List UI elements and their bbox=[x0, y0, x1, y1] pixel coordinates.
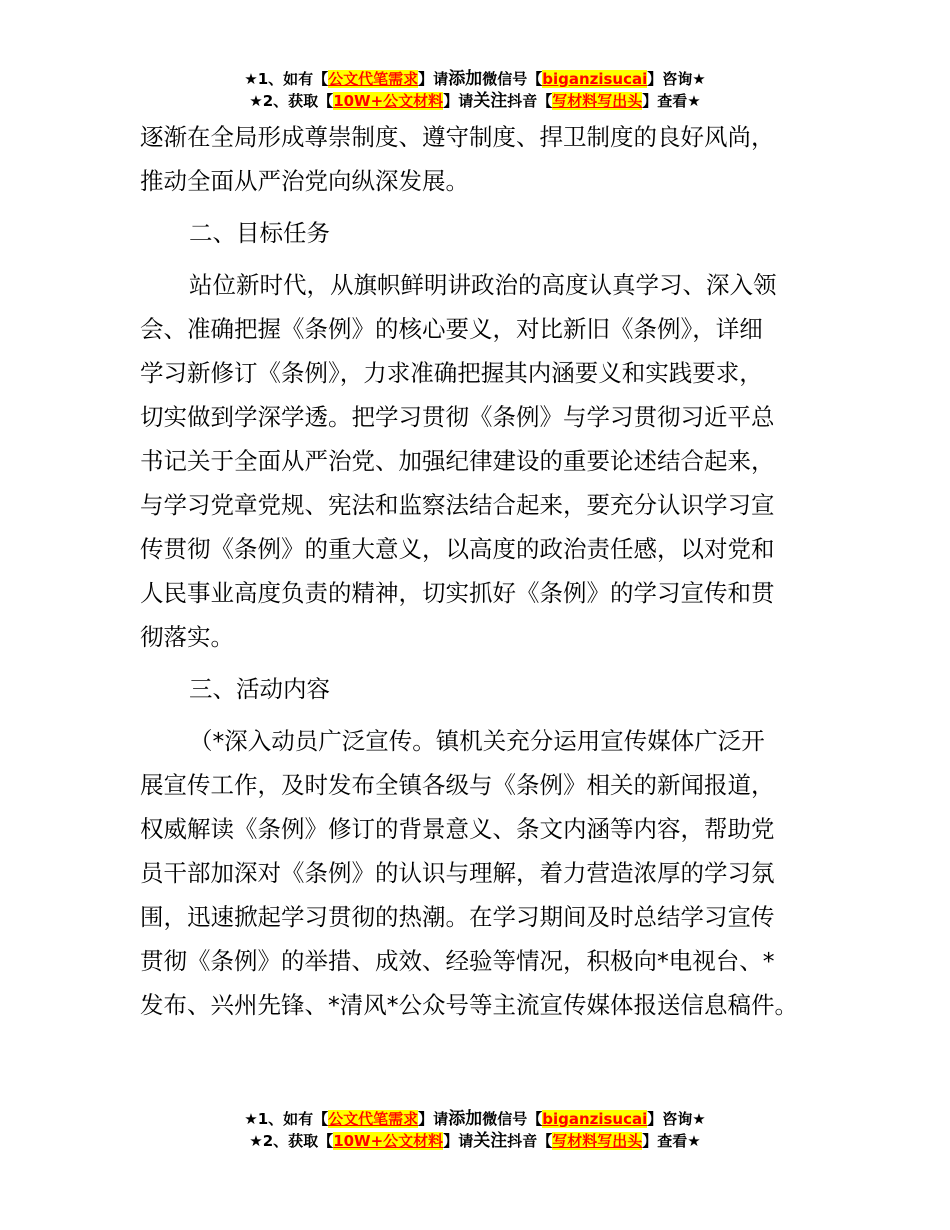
text-line: 发布、兴州先锋、*清风*公众号等主流宣传媒体报送信息稿件。 bbox=[140, 991, 798, 1019]
banner-text: 】查看★ bbox=[642, 92, 701, 110]
banner-line-1 bbox=[0, 68, 950, 90]
text-line: 切实做到学深学透。把学习贯彻《条例》与学习贯彻习近平总 bbox=[140, 403, 775, 431]
banner-text: ★1、如有【 bbox=[244, 70, 329, 88]
text-line: 学习新修订《条例》，力求准确把握其内涵要义和实践要求， bbox=[140, 359, 763, 387]
banner-text: 】请 bbox=[418, 70, 449, 88]
paragraph-activities bbox=[140, 719, 820, 1027]
text-line: 逐渐在全局形成尊崇制度、遵守制度、捍卫制度的良好风尚， bbox=[140, 123, 775, 151]
header-banner bbox=[0, 68, 950, 112]
banner-emphasis: 添加 bbox=[448, 1109, 483, 1129]
section-heading-2 bbox=[140, 211, 820, 255]
banner-highlight: 10W+公文材料 bbox=[333, 1132, 444, 1150]
text-line: 推动全面从严治党向纵深发展。 bbox=[140, 167, 469, 195]
banner-text: 】请 bbox=[443, 1132, 474, 1150]
banner-highlight: 10W+公文材料 bbox=[333, 92, 444, 110]
paragraph-goals bbox=[140, 263, 820, 659]
text-line: 权威解读《条例》修订的背景意义、条文内涵等内容，帮助党 bbox=[140, 815, 775, 843]
text-line: 围，迅速掀起学习贯彻的热潮。在学习期间及时总结学习宣传 bbox=[140, 903, 775, 931]
text-line: 展宣传工作，及时发布全镇各级与《条例》相关的新闻报道， bbox=[140, 771, 775, 799]
banner-text: 】咨询★ bbox=[647, 1110, 706, 1128]
banner-text: 】请 bbox=[418, 1110, 449, 1128]
banner-emphasis: 添加 bbox=[448, 69, 483, 89]
banner-line-2 bbox=[0, 1130, 950, 1152]
text-line: 与学习党章党规、宪法和监察法结合起来，要充分认识学习宣 bbox=[140, 491, 775, 519]
banner-text: ★2、获取【 bbox=[249, 92, 334, 110]
banner-text: ★1、如有【 bbox=[244, 1110, 329, 1128]
banner-highlight: 公文代笔需求 bbox=[328, 70, 419, 88]
text-line: 人民事业高度负责的精神，切实抓好《条例》的学习宣传和贯 bbox=[140, 579, 775, 607]
text-line: 会、准确把握《条例》的核心要义，对比新旧《条例》，详细 bbox=[140, 315, 763, 343]
banner-text: 】请 bbox=[443, 92, 474, 110]
footer-banner bbox=[0, 1108, 950, 1152]
banner-text: 】咨询★ bbox=[647, 70, 706, 88]
banner-text: 抖音【 bbox=[507, 92, 553, 110]
text-line: 书记关于全面从严治党、加强纪律建设的重要论述结合起来， bbox=[140, 447, 775, 475]
banner-text: 微信号【 bbox=[482, 1110, 543, 1128]
heading-text: 二、目标任务 bbox=[189, 219, 330, 247]
banner-highlight: 公文代笔需求 bbox=[328, 1110, 419, 1128]
banner-highlight: biganzisucai bbox=[542, 70, 648, 88]
banner-text: 抖音【 bbox=[507, 1132, 553, 1150]
text-line: （*深入动员广泛宣传。镇机关充分运用宣传媒体广泛开 bbox=[189, 727, 765, 755]
text-line: 员干部加深对《条例》的认识与理解，着力营造浓厚的学习氛 bbox=[140, 859, 775, 887]
document-body bbox=[140, 115, 820, 1027]
banner-emphasis: 关注 bbox=[473, 91, 508, 111]
text-line: 贯彻《条例》的举措、成效、经验等情况，积极向*电视台、* bbox=[140, 947, 775, 975]
banner-highlight: 写材料写出头 bbox=[552, 92, 643, 110]
banner-text: ★2、获取【 bbox=[249, 1132, 334, 1150]
text-line: 站位新时代，从旗帜鲜明讲政治的高度认真学习、深入领 bbox=[189, 271, 777, 299]
text-line: 传贯彻《条例》的重大意义，以高度的政治责任感，以对党和 bbox=[140, 535, 775, 563]
banner-line-1 bbox=[0, 1108, 950, 1130]
banner-highlight: biganzisucai bbox=[542, 1110, 648, 1128]
banner-text: 】查看★ bbox=[642, 1132, 701, 1150]
banner-line-2 bbox=[0, 90, 950, 112]
text-line: 彻落实。 bbox=[140, 623, 234, 651]
section-heading-3 bbox=[140, 667, 820, 711]
banner-highlight: 写材料写出头 bbox=[552, 1132, 643, 1150]
banner-text: 微信号【 bbox=[482, 70, 543, 88]
heading-text: 三、活动内容 bbox=[189, 675, 330, 703]
banner-emphasis: 关注 bbox=[473, 1131, 508, 1151]
paragraph-continuation bbox=[140, 115, 820, 203]
